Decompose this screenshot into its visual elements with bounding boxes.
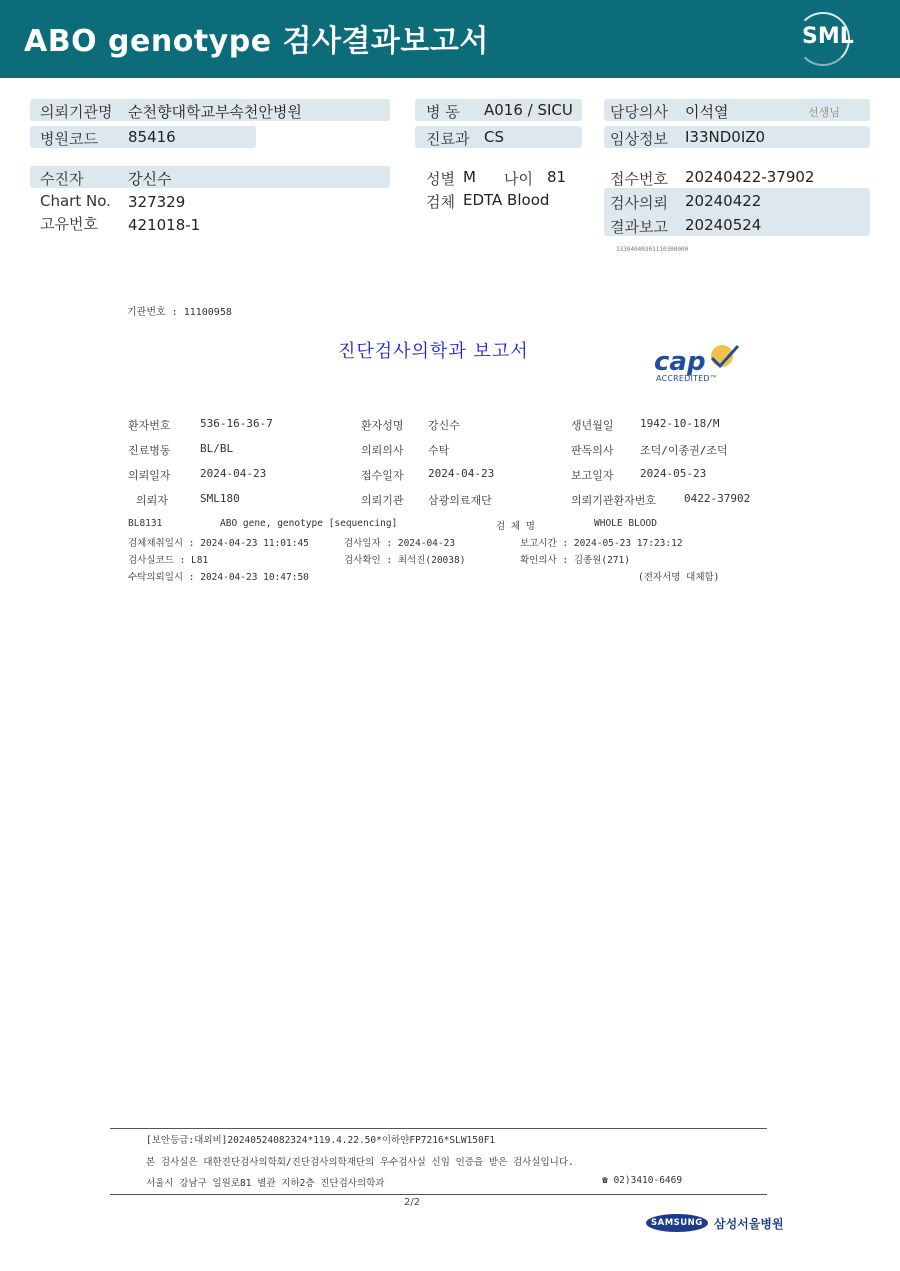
doctor-value: 이석열	[685, 103, 729, 121]
requester-label: 의뢰자	[136, 494, 168, 507]
header-bar	[0, 0, 900, 78]
cap-accredited: ACCREDITED™	[656, 374, 718, 383]
report-value: 20240524	[685, 216, 762, 234]
page-number: 2/2	[404, 1197, 421, 1208]
hospital-name: 삼성서울병원	[714, 1217, 784, 1231]
patient-value: 강신수	[128, 170, 172, 188]
security-line: [보안등급:대외비]20240524082324*119.4.22.50*이하얀FP7216*SLW150F1	[146, 1135, 496, 1146]
confirm-doctor: 확인의사 : 김종원(271)	[520, 555, 630, 566]
chart-value: 327329	[128, 193, 186, 211]
clinical-value: I33ND0IZ0	[685, 128, 766, 146]
sex-label: 성별	[426, 170, 455, 188]
req-inst-value: 삼광의료재단	[428, 494, 492, 507]
report-title: 진단검사의학과 보고서	[338, 341, 529, 362]
test-check: 검사확인 : 최석진(20038)	[344, 555, 466, 566]
clinical-label: 임상정보	[610, 130, 668, 148]
patient-no-value: 536-16-36-7	[200, 417, 273, 430]
samsung-logo-text: SAMSUNG	[651, 1218, 703, 1228]
req-date-value: 2024-04-23	[200, 467, 267, 480]
req-doctor-label: 의뢰의사	[361, 444, 404, 457]
age-label: 나이	[504, 170, 533, 188]
report-label: 결과보고	[610, 218, 668, 236]
unique-label: 고유번호	[40, 215, 98, 233]
lab-code: 검사실코드 : L81	[128, 555, 209, 566]
consign-datetime: 수탁의뢰일시 : 2024-04-23 10:47:50	[128, 572, 309, 583]
birthdate-label: 생년월일	[571, 419, 614, 432]
requester-value: SML180	[200, 492, 240, 505]
doctor-suffix: 선생님	[808, 106, 840, 119]
cap-logo-text: cap	[654, 347, 706, 377]
req-inst-patient-value: 0422-37902	[684, 492, 751, 505]
report-time: 보고시간 : 2024-05-23 17:23:12	[520, 538, 683, 549]
unique-value: 421018-1	[128, 216, 201, 234]
ward-value: A016 / SICU	[484, 101, 573, 119]
receipt-value: 20240422-37902	[685, 168, 815, 186]
specimen-name-label: 검 체 명	[496, 521, 535, 532]
institution-value: 순천향대학교부속천안병원	[128, 103, 302, 121]
ward-r-value: BL/BL	[200, 442, 234, 455]
chart-label: Chart No.	[40, 192, 111, 210]
req-inst-label: 의뢰기관	[361, 494, 404, 507]
ward-label: 병 동	[426, 103, 460, 121]
patient-pill	[30, 166, 390, 188]
footer-bottom-rule	[110, 1194, 767, 1195]
phone-line: ☎ 02)3410-6469	[602, 1175, 683, 1186]
patient-name-label: 환자성명	[361, 419, 404, 432]
age-value: 81	[547, 168, 567, 186]
receipt-date-value: 2024-04-23	[428, 467, 495, 480]
test-code: BL8131	[128, 518, 163, 529]
birthdate-value: 1942-10-18/M	[640, 417, 720, 430]
request-label: 검사의뢰	[610, 194, 668, 212]
patient-no-label: 환자번호	[128, 419, 171, 432]
request-value: 20240422	[685, 192, 762, 210]
hospital-code-label: 병원코드	[40, 130, 98, 148]
report-date-value: 2024-05-23	[640, 467, 707, 480]
test-date: 검사일자 : 2024-04-23	[344, 538, 456, 549]
receipt-label: 접수번호	[610, 170, 668, 188]
sex-value: M	[463, 168, 476, 186]
footer-top-rule	[110, 1128, 767, 1129]
req-inst-patient-label: 의뢰기관환자번호	[571, 494, 657, 507]
test-name: ABO gene, genotype [sequencing]	[220, 518, 398, 529]
institution-label: 의뢰기관명	[40, 103, 113, 121]
receipt-date-label: 접수일자	[361, 469, 404, 482]
dept-value: CS	[484, 128, 504, 146]
patient-label: 수진자	[40, 170, 84, 188]
sml-logo-text: SML	[802, 24, 854, 49]
req-doctor-value: 수탁	[428, 444, 450, 457]
reading-doctor-value: 조덕/이종권/조덕	[640, 444, 728, 457]
specimen-name-value: WHOLE BLOOD	[594, 518, 657, 529]
doctor-label: 담당의사	[610, 103, 668, 121]
cert-line: 본 검사실은 대한진단검사의학회/진단검사의학재단의 우수검사실 신임 인증을 받은 검사실입니다.	[146, 1157, 574, 1168]
patient-name-value: 강신수	[428, 419, 460, 432]
barcode-text: 13304040301110300000	[616, 246, 689, 253]
report-date-label: 보고일자	[571, 469, 614, 482]
institution-number: 기관번호 : 11100958	[127, 307, 232, 318]
dept-label: 진료과	[426, 130, 470, 148]
page-title: ABO genotype 검사결과보고서	[24, 24, 489, 59]
ward-r-label: 진료병동	[128, 444, 171, 457]
req-date-label: 의뢰일자	[128, 469, 171, 482]
collect-datetime: 검체채취일시 : 2024-04-23 11:01:45	[128, 538, 309, 549]
specimen-value: EDTA Blood	[463, 191, 550, 209]
address-line: 서울시 강남구 일원로81 별관 지하2층 진단검사의학과	[146, 1178, 385, 1189]
hospital-code-value: 85416	[128, 128, 176, 146]
esign-note: (전자서명 대체함)	[638, 572, 720, 583]
specimen-label: 검체	[426, 193, 455, 211]
reading-doctor-label: 판독의사	[571, 444, 614, 457]
